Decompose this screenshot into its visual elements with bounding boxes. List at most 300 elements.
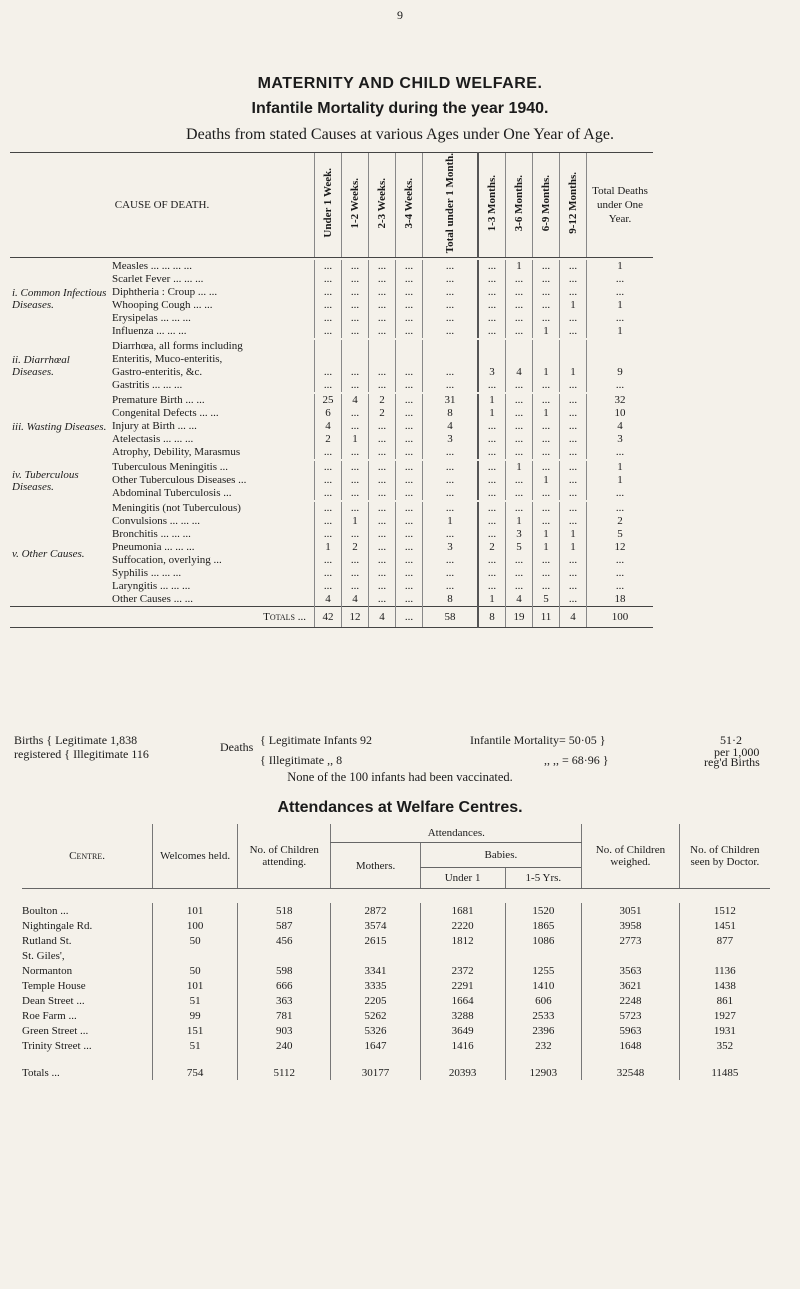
births-legitimate: Births { Legitimate 1,838 [14,733,138,747]
death-count-cell: ... [315,379,342,392]
rate-unit: per 1,000 [714,745,760,759]
centre-value [420,948,505,963]
cause-name: Measles ... ... ... ... [112,260,193,273]
death-count-cell: 1 [560,366,587,379]
col-header: 6-9 Months. [533,153,560,258]
col-header: 3-6 Months. [506,153,533,258]
death-count-cell: 8 [423,407,479,420]
centre-value: 352 [679,1038,770,1053]
mortality-header-row [10,153,653,258]
death-count-cell: ... [423,502,479,515]
mortality-row [10,502,653,515]
death-count-cell [587,353,654,366]
death-count-cell: 1 [478,394,506,407]
death-count-cell [396,340,423,353]
death-count-cell: ... [342,528,369,541]
death-count-cell: ... [478,567,506,580]
death-count-cell: ... [369,299,396,312]
death-count-cell: ... [560,554,587,567]
centres-table [22,824,770,1080]
cause-name: Whooping Cough ... ... [112,299,213,312]
total-cell: 12 [342,607,369,628]
total-cell: 11 [533,607,560,628]
col-header: 2-3 Weeks. [369,153,396,258]
cause-name: Tuberculous Meningitis ... [112,461,229,474]
death-count-cell: 4 [315,593,342,607]
death-count-cell: ... [587,286,654,299]
centre-row [22,963,770,978]
death-count-cell: ... [533,260,560,273]
cause-name: Pneumonia ... ... ... [112,541,195,554]
centre-value: 456 [238,933,331,948]
death-count-cell: ... [478,528,506,541]
death-count-cell: 3 [587,433,654,446]
centre-value: 1927 [679,1008,770,1023]
death-count-cell: ... [315,474,342,487]
centre-value: 2220 [420,918,505,933]
centre-header: Centre. [22,824,153,889]
death-count-cell: ... [369,541,396,554]
death-count-cell: ... [478,325,506,338]
mortality-rate: 51·2 [720,733,742,747]
death-count-cell: 25 [315,394,342,407]
death-count-cell: ... [369,446,396,459]
centre-value: 606 [505,993,582,1008]
death-count-cell: ... [423,461,479,474]
death-count-cell: ... [369,580,396,593]
death-count-cell: ... [342,312,369,325]
death-count-cell: ... [506,312,533,325]
centre-value: 51 [153,993,238,1008]
death-count-cell [369,340,396,353]
rate-basis: reg'd Births [704,755,760,769]
centre-value: 3335 [331,978,420,993]
centre-value: 1865 [505,918,582,933]
death-count-cell: ... [396,554,423,567]
centre-name: Trinity Street ... [22,1039,92,1052]
death-count-cell [369,353,396,366]
infantile-mortality: Infantile Mortality= 50·05 } [470,733,606,747]
death-count-cell: ... [560,487,587,500]
death-count-cell: 1 [506,515,533,528]
mothers-header: Mothers. [331,843,420,889]
centre-value: 2291 [420,978,505,993]
death-count-cell: 2 [369,394,396,407]
death-count-cell [533,340,560,353]
death-count-cell: ... [587,554,654,567]
death-count-cell: ... [342,420,369,433]
centre-value: 861 [679,993,770,1008]
mortality-table [10,152,653,628]
death-count-cell: ... [478,379,506,392]
mortality-row [10,260,653,273]
centre-value: 100 [153,918,238,933]
death-count-cell: ... [423,528,479,541]
centre-value: 2872 [331,903,420,918]
centre-value [679,948,770,963]
totals-label: Totals ... [22,1066,60,1079]
death-count-cell [423,340,479,353]
death-count-cell: ... [533,515,560,528]
death-count-cell: ... [560,474,587,487]
cause-name: Gastritis ... ... ... [112,379,183,392]
death-count-cell: ... [342,366,369,379]
death-count-cell: ... [478,461,506,474]
death-count-cell [423,353,479,366]
centre-value [331,948,420,963]
death-count-cell [342,353,369,366]
death-count-cell: 10 [587,407,654,420]
death-count-cell: ... [560,286,587,299]
centre-name: Roe Farm ... [22,1009,77,1022]
death-count-cell: ... [423,299,479,312]
centre-value: 1931 [679,1023,770,1038]
death-count-cell [560,340,587,353]
death-count-cell: ... [533,312,560,325]
death-count-cell: 1 [342,515,369,528]
death-count-cell: 1 [506,461,533,474]
death-count-cell: ... [342,407,369,420]
total-cell: 8 [478,607,506,628]
death-count-cell: 4 [506,366,533,379]
centre-value [505,948,582,963]
centre-value: 1438 [679,978,770,993]
death-count-cell: 5 [533,593,560,607]
col-header: Under 1 Week. [315,153,342,258]
death-count-cell [315,353,342,366]
death-count-cell: ... [423,260,479,273]
death-count-cell: ... [506,407,533,420]
death-count-cell: 1 [315,541,342,554]
death-count-cell: ... [342,580,369,593]
death-count-cell: ... [533,420,560,433]
death-count-cell: ... [478,420,506,433]
centre-value: 3621 [582,978,680,993]
death-count-cell: ... [533,379,560,392]
centre-value: 1086 [505,933,582,948]
cause-name: Atelectasis ... ... ... [112,433,194,446]
death-count-cell: ... [342,299,369,312]
death-count-cell: ... [478,580,506,593]
cause-name: Injury at Birth ... ... [112,420,197,433]
death-count-cell: ... [369,554,396,567]
centre-value: 363 [238,993,331,1008]
centre-value: 5963 [582,1023,680,1038]
death-count-cell: ... [315,554,342,567]
centre-value: 232 [505,1038,582,1053]
death-count-cell: ... [396,286,423,299]
centre-row [22,1023,770,1038]
death-count-cell: ... [506,299,533,312]
centre-value: 3574 [331,918,420,933]
death-count-cell: ... [342,461,369,474]
death-count-cell: ... [315,325,342,338]
death-count-cell: 32 [587,394,654,407]
death-count-cell: ... [315,366,342,379]
death-count-cell: 2 [369,407,396,420]
death-count-cell: ... [587,502,654,515]
total-cell: 4 [560,607,587,628]
centre-value: 1410 [505,978,582,993]
centre-value: 1648 [582,1038,680,1053]
death-count-cell: ... [478,446,506,459]
centre-value: 1255 [505,963,582,978]
death-count-cell: ... [315,260,342,273]
death-count-cell: ... [423,446,479,459]
centre-value: 903 [238,1023,331,1038]
centre-value: 2615 [331,933,420,948]
centre-name: Rutland St. [22,934,72,947]
death-count-cell: 1 [560,299,587,312]
death-count-cell: 3 [423,541,479,554]
death-count-cell: ... [533,286,560,299]
death-count-cell: ... [423,580,479,593]
death-count-cell: ... [315,286,342,299]
centre-value: 151 [153,1023,238,1038]
death-count-cell: ... [315,312,342,325]
mortality-row [10,340,653,353]
death-count-cell: ... [560,446,587,459]
death-count-cell: 4 [587,420,654,433]
death-count-cell: ... [560,580,587,593]
cause-name: Other Tuberculous Diseases ... [112,474,247,487]
section-title: Infantile Mortality during the year 1940. [251,100,549,117]
centre-value: 666 [238,978,331,993]
death-count-cell: ... [506,446,533,459]
death-count-cell: ... [506,580,533,593]
death-count-cell: ... [423,366,479,379]
centre-value: 50 [153,963,238,978]
death-count-cell: ... [506,379,533,392]
death-count-cell: 3 [423,433,479,446]
death-count-cell: ... [506,420,533,433]
death-count-cell: ... [478,554,506,567]
cause-name: Enteritis, Muco-enteritis, [112,353,223,366]
centre-value: 781 [238,1008,331,1023]
centre-row [22,918,770,933]
centre-value: 3341 [331,963,420,978]
death-count-cell: ... [369,528,396,541]
death-count-cell: ... [315,461,342,474]
death-count-cell: ... [587,580,654,593]
centre-value: 1512 [679,903,770,918]
death-count-cell: 5 [506,541,533,554]
centre-row [22,1038,770,1053]
death-count-cell: ... [342,554,369,567]
mortality-row [10,394,653,407]
page-number: 9 [397,8,403,22]
death-count-cell: ... [396,379,423,392]
death-count-cell: 1 [478,593,506,607]
total-cell: 58 [423,607,479,628]
centre-row [22,993,770,1008]
death-count-cell: ... [369,286,396,299]
centre-value: 2372 [420,963,505,978]
death-count-cell: ... [533,502,560,515]
death-count-cell: ... [369,433,396,446]
col-header: 9-12 Months. [560,153,587,258]
death-count-cell: 2 [587,515,654,528]
death-count-cell [506,340,533,353]
cause-name: Other Causes ... ... [112,593,193,606]
yrs-header: 1-5 Yrs. [505,868,582,889]
death-count-cell: ... [396,580,423,593]
centres-title: Attendances at Welfare Centres. [277,799,523,816]
death-count-cell: ... [533,567,560,580]
death-count-cell: ... [506,474,533,487]
death-count-cell: 1 [587,325,654,338]
death-count-cell: ... [423,325,479,338]
death-count-cell: ... [587,273,654,286]
centre-value: 240 [238,1038,331,1053]
death-count-cell: ... [396,474,423,487]
death-count-cell: 4 [342,593,369,607]
death-count-cell: ... [369,487,396,500]
death-count-cell: 2 [315,433,342,446]
col-header: 3-4 Weeks. [396,153,423,258]
centre-row [22,933,770,948]
death-count-cell: 1 [342,433,369,446]
death-count-cell: ... [560,407,587,420]
death-count-cell: ... [396,502,423,515]
death-count-cell: ... [342,567,369,580]
death-count-cell: 4 [423,420,479,433]
death-count-cell: ... [587,379,654,392]
death-count-cell: 4 [315,420,342,433]
death-count-cell: 1 [587,260,654,273]
total-cell: 32548 [582,1053,680,1080]
death-count-cell: ... [533,487,560,500]
death-count-cell: ... [396,515,423,528]
death-count-cell: 1 [560,541,587,554]
centre-value: 101 [153,903,238,918]
centre-value: 1664 [420,993,505,1008]
centre-value: 1416 [420,1038,505,1053]
deaths-legitimate: { Legitimate Infants 92 [260,733,373,747]
death-count-cell: ... [587,567,654,580]
cause-name: Premature Birth ... ... [112,394,205,407]
mortality-row [10,461,653,474]
total-cell: 5112 [238,1053,331,1080]
death-count-cell: ... [315,446,342,459]
welcomes-header: Welcomes held. [153,824,238,889]
death-count-cell: 4 [506,593,533,607]
centre-name: Green Street ... [22,1024,89,1037]
death-count-cell: 1 [506,260,533,273]
death-count-cell: ... [560,567,587,580]
doctor-header: No. of Children seen by Doctor. [679,824,770,889]
death-count-cell: 1 [533,325,560,338]
death-count-cell: ... [396,461,423,474]
death-count-cell: ... [342,273,369,286]
centre-value: 3958 [582,918,680,933]
centre-value: 5262 [331,1008,420,1023]
cause-name: Suffocation, overlying ... [112,554,222,567]
centre-value: 2533 [505,1008,582,1023]
total-cell: 20393 [420,1053,505,1080]
death-count-cell: ... [478,260,506,273]
death-count-cell [560,353,587,366]
death-count-cell: 2 [342,541,369,554]
death-count-cell: ... [369,379,396,392]
death-count-cell: ... [423,567,479,580]
total-cell: 4 [369,607,396,628]
death-count-cell: ... [533,461,560,474]
total-cell: 19 [506,607,533,628]
death-count-cell: ... [396,312,423,325]
death-count-cell [315,340,342,353]
centre-value: 3563 [582,963,680,978]
death-count-cell: 4 [342,394,369,407]
centre-value: 1451 [679,918,770,933]
death-count-cell: ... [587,487,654,500]
death-count-cell: ... [533,394,560,407]
death-count-cell: ... [315,502,342,515]
death-count-cell: ... [506,394,533,407]
cause-name: Congenital Defects ... ... [112,407,219,420]
centre-name: Normanton [22,964,73,977]
death-count-cell: ... [478,433,506,446]
death-count-cell: 31 [423,394,479,407]
death-count-cell: ... [587,446,654,459]
centre-value: 5326 [331,1023,420,1038]
centre-name: Temple House [22,979,86,992]
death-count-cell: ... [396,433,423,446]
death-count-cell: ... [396,325,423,338]
death-count-cell: ... [396,273,423,286]
attendances-header: Attendances. [331,824,582,843]
centre-value: 1520 [505,903,582,918]
cause-name: Diphtheria : Croup ... ... [112,286,218,299]
centre-value: 2773 [582,933,680,948]
death-count-cell: ... [315,273,342,286]
death-count-cell: ... [315,567,342,580]
death-count-cell [478,340,506,353]
babies-header: Babies. [420,843,582,868]
death-count-cell: ... [506,487,533,500]
death-count-cell: 5 [587,528,654,541]
death-count-cell: ... [396,299,423,312]
death-count-cell: 1 [533,474,560,487]
death-count-cell: ... [396,394,423,407]
cause-name: Diarrhœa, all forms including [112,340,243,353]
centre-row [22,948,770,963]
death-count-cell: ... [369,312,396,325]
cause-name: Abdominal Tuberculosis ... [112,487,232,500]
deaths-label: Deaths [220,740,254,754]
death-count-cell: 1 [533,528,560,541]
death-count-cell: ... [342,260,369,273]
death-count-cell: 1 [533,541,560,554]
death-count-cell: ... [506,567,533,580]
death-count-cell: ... [506,502,533,515]
death-count-cell: ... [560,379,587,392]
death-count-cell: ... [506,325,533,338]
death-count-cell: ... [342,487,369,500]
death-count-cell: ... [342,446,369,459]
cause-name: Syphilis ... ... ... [112,567,182,580]
cause-name: Gastro-enteritis, &c. [112,366,203,379]
death-count-cell: ... [342,474,369,487]
death-count-cell: ... [369,273,396,286]
death-count-cell: ... [342,502,369,515]
death-count-cell: ... [396,528,423,541]
death-count-cell: ... [478,299,506,312]
death-count-cell: ... [506,286,533,299]
col-header: 1-3 Months. [478,153,506,258]
death-count-cell [506,353,533,366]
cause-group-label: ii. Diarrhœal Diseases. [12,354,70,379]
